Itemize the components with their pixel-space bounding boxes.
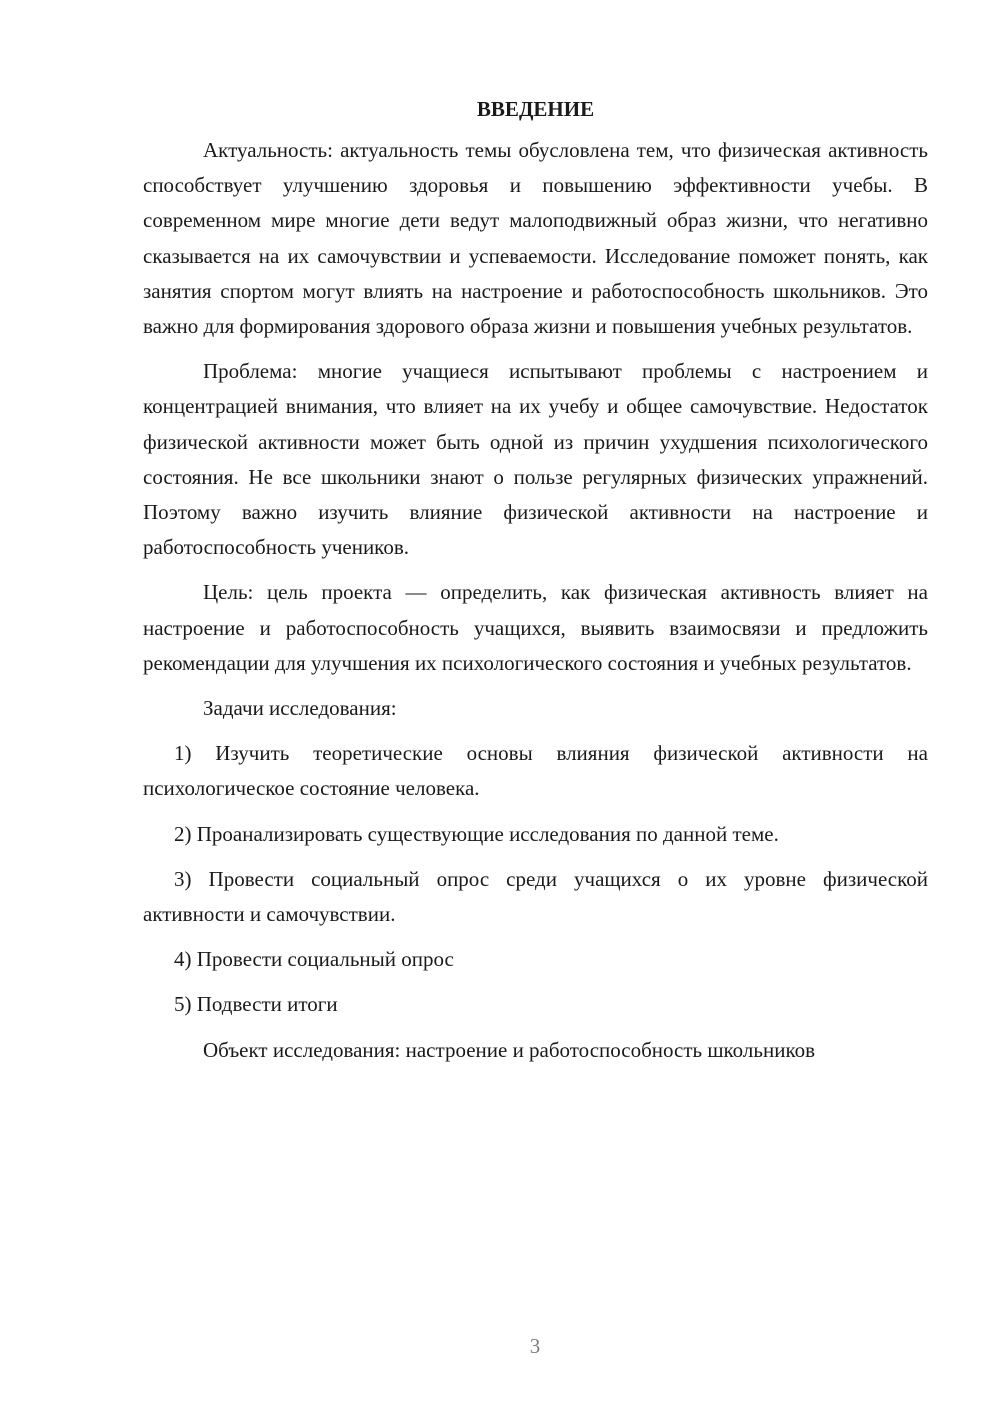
section-title: ВВЕДЕНИЕ: [476, 97, 595, 121]
document-body: [143, 92, 928, 1068]
task-item-1: 1) Изучить теоретические основы влияния физической активности на психологическое состояние человека.: [143, 741, 928, 801]
task-item-3: 3) Провести социальный опрос среди учащихся о их уровне физической активности и самочувствии.: [143, 866, 928, 927]
tasks-heading: Задачи исследования:: [203, 696, 397, 721]
task-item-4: 4) Провести социальный опрос: [174, 947, 454, 972]
page-number: 3: [529, 1334, 541, 1358]
task-item-2: 2) Проанализировать существующие исследования по данной теме.: [174, 821, 779, 846]
goal-paragraph: Цель: цель проекта — определить, как физическая активность влияет на настроение и работоспособность учащихся, выявить взаимосвязи и предложить рекомендации для улучшения их психологического состояния и учебных результатов.: [143, 580, 928, 675]
object-paragraph: Объект исследования: настроение и работоспособность школьников: [203, 1037, 815, 1062]
problem-paragraph: Проблема: многие учащиеся испытывают проблемы с настроением и концентрацией внимания, что влияет на их учебу и общее самочувствие. Недостаток физической активности может быть одной из причин ухудшения психологического состояния. Не все школьники знают о пользе регулярных физических упражнений. Поэтому важно изучить влияние физической активности на настроение и работоспособность учеников.: [143, 359, 928, 560]
relevance-paragraph: Актуальность: актуальность темы обусловлена тем, что физическая активность способствует улучшению здоровья и повышению эффективности учебы. В современном мире многие дети ведут малоподвижный образ жизни, что негативно сказывается на их самочувствии и успеваемости. Исследование поможет понять, как занятия спортом могут влиять на настроение и работоспособность школьников. Это важно для формирования здорового образа жизни и повышения учебных результатов.: [143, 138, 928, 339]
task-item-5: 5) Подвести итоги: [174, 992, 338, 1017]
